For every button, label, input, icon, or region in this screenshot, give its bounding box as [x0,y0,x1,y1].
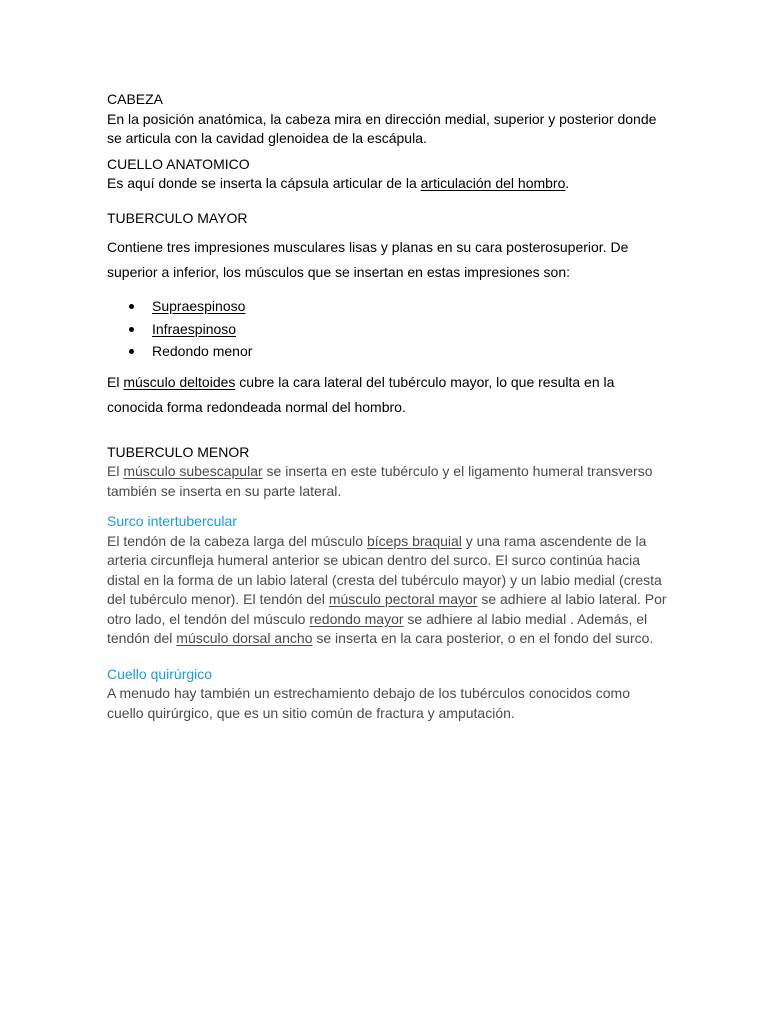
heading-cabeza: CABEZA [107,91,164,107]
paragraph-tuberculo-mayor: Contiene tres impresiones musculares lisas y planas en su cara posterosuperior. De superior a inferior, los músculos que se insertan en estas impresiones son: [107,239,629,280]
link-infraespinoso[interactable]: Infraespinoso [152,320,237,337]
heading-cuello-anatomico: CUELLO ANATOMICO [107,155,250,172]
paragraph-deltoides [107,370,667,420]
paragraph-tuberculo-menor-end: se inserta en este tubérculo y el ligamento humeral transverso también se inserta en su parte lateral. [107,463,653,499]
paragraph-cabeza: En la posición anatómica, la cabeza mira en dirección medial, superior y posterior donde se articula con la cavidad glenoidea de la escápula. [107,110,657,146]
section-cabeza [107,90,667,149]
paragraph-tuberculo-menor-start: El [107,463,124,479]
document-page [107,90,667,723]
section-tuberculo-mayor [107,209,667,229]
paragraph-surco-3: se adhiere al labio lateral. Por otro lado, el tendón del músculo [107,591,667,627]
heading-cuello-quirurgico: Cuello quirúrgico [107,665,213,682]
paragraph-surco-2: y una rama ascendente de la arteria circunfleja humeral anterior se ubican dentro del surco. El surco continúa hacia distal en la forma de un labio lateral (cresta del tubérculo mayor) y un labio medial (cresta del tubérculo menor). El tendón del [107,532,662,607]
section-cuello-anatomico [107,155,667,194]
paragraph-surco-1: El tendón de la cabeza larga del músculo [107,532,367,549]
bullet-icon [129,327,134,332]
list-item [107,340,667,363]
list-item [107,295,667,318]
link-musculo-subescapular[interactable]: músculo subescapular [123,463,263,479]
bullet-icon [129,349,134,354]
bullet-icon [129,304,134,309]
heading-tuberculo-mayor: TUBERCULO MAYOR [107,209,248,226]
muscle-list [107,295,667,363]
paragraph-cuello-anatomico-start: Es aquí donde se inserta la cápsula articular de la [107,175,421,191]
list-item-redondo-menor: Redondo menor [152,343,253,359]
link-articulacion-hombro[interactable]: articulación del hombro [420,175,566,191]
link-musculo-deltoides[interactable]: músculo deltoides [123,373,236,390]
paragraph-deltoides-end: cubre la cara lateral del tubérculo mayor, lo que resulta en la conocida forma redondeada normal del hombro. [107,373,615,415]
paragraph-surco-4: se adhiere al labio medial . Además, el tendón del [107,610,648,646]
heading-surco-intertubercular: Surco intertubercular [107,513,237,529]
section-surco-intertubercular [107,512,667,649]
section-tuberculo-menor [107,443,667,502]
link-biceps-braquial[interactable]: bíceps braquial [366,532,462,549]
heading-tuberculo-menor: TUBERCULO MENOR [107,443,250,460]
paragraph-cuello-anatomico-end: . [565,175,570,191]
link-musculo-pectoral-mayor[interactable]: músculo pectoral mayor [328,591,478,607]
link-supraespinoso[interactable]: Supraespinoso [152,298,246,314]
link-musculo-dorsal-ancho[interactable]: músculo dorsal ancho [176,630,313,646]
section-cuello-quirurgico [107,665,667,724]
paragraph-surco-5: se inserta en la cara posterior, o en el fondo del surco. [312,630,654,646]
paragraph-cuello-quirurgico: A menudo hay también un estrechamiento debajo de los tubérculos conocidos como cuello quirúrgico, que es un sitio común de fractura y amputación. [107,685,630,721]
list-item [107,318,667,341]
paragraph-deltoides-start: El [107,373,124,390]
link-redondo-mayor[interactable]: redondo mayor [309,610,404,627]
